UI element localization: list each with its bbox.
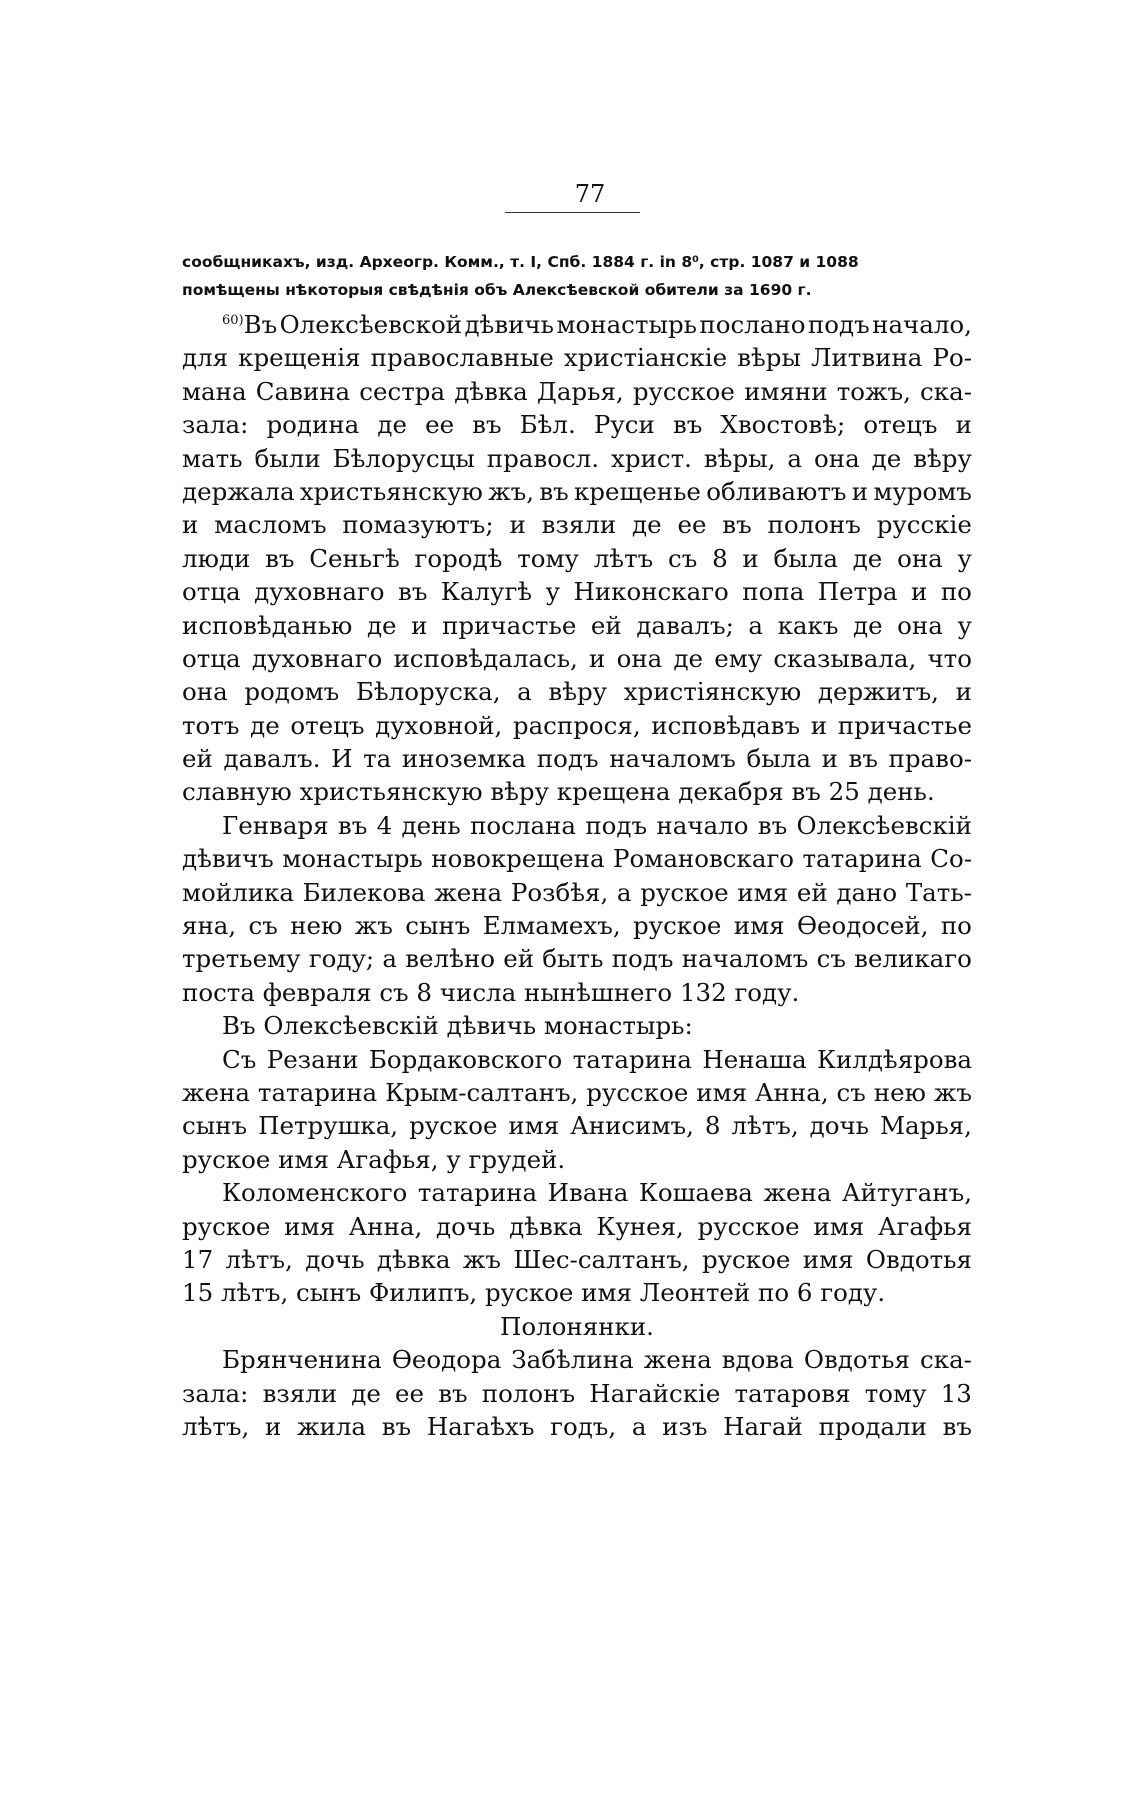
page-number: 77 bbox=[574, 180, 606, 208]
text-line: жена татарина Крым-салтанъ, русское имя Анна, съ нею жъ bbox=[182, 1077, 972, 1107]
text-line: Съ Резани Бордаковского татарина Ненаша Килдѣярова bbox=[222, 1044, 972, 1074]
text-line: держала христьянскую жъ, въ крещенье обливаютъ и муромъ bbox=[182, 476, 972, 506]
text-line: зала: родина де ее въ Бѣл. Руси въ Хвостовѣ; отецъ и bbox=[182, 410, 972, 440]
text-line: 17 лѣтъ, дочь дѣвка жъ Шес-салтанъ, руское имя Овдотья bbox=[182, 1244, 972, 1274]
text-line: мана Савина сестра дѣвка Дарья, русское имяни тожъ, ска- bbox=[182, 376, 972, 406]
text-line: Коломенского татарина Ивана Кошаева жена Айтуганъ, bbox=[222, 1178, 972, 1208]
text-line: лѣтъ, и жила въ Нагаѣхъ годъ, а изъ Нагай продали въ bbox=[182, 1411, 972, 1441]
text-line: сынъ Петрушка, руское имя Анисимъ, 8 лѣтъ, дочь Марья, bbox=[182, 1111, 972, 1141]
text-line: отца духовнаго исповѣдалась, и она де ему сказывала, что bbox=[182, 643, 972, 673]
text-line: 15 лѣтъ, сынъ Филипъ, руское имя Леонтей по 6 году. bbox=[182, 1278, 886, 1308]
text-line: для крещенія православные христіанскіе вѣры Литвина Ро- bbox=[182, 343, 972, 373]
text-line: ей давалъ. И та иноземка подъ началомъ была и въ право- bbox=[182, 744, 972, 774]
text-line: Въ Олексѣевскій дѣвичь монастырь: bbox=[222, 1011, 693, 1041]
text-line: поста февраля съ 8 числа нынѣшнего 132 году. bbox=[182, 977, 800, 1007]
text-line: мойлика Билекова жена Розбѣя, а руское имя ей дано Тать- bbox=[182, 877, 972, 907]
text-line: она родомъ Бѣлоруска, а вѣру христіянскую держитъ, и bbox=[182, 677, 972, 707]
text-line: яна, съ нею жъ сынъ Елмамехъ, руское имя Ѳеодосей, по bbox=[182, 911, 972, 941]
text-line: тотъ де отецъ духовной, распрося, исповѣдавъ и причастье bbox=[182, 710, 972, 740]
text-line: Генваря въ 4 день послана подъ начало въ Олексѣевскій bbox=[222, 810, 972, 840]
footnote-marker: 60) bbox=[222, 312, 244, 328]
text-line: и масломъ помазуютъ; и взяли де ее въ полонъ русскіе bbox=[182, 510, 972, 540]
text-line: третьему году; а велѣно ей быть подъ началомъ съ великаго bbox=[182, 944, 972, 974]
section-heading: Полонянки. bbox=[500, 1311, 654, 1341]
text-line: люди въ Сеньгѣ городѣ тому лѣтъ съ 8 и была де она у bbox=[182, 543, 972, 573]
footnote-line: сообщникахъ, изд. Археогр. Комм., т. I, Спб. 1884 г. in 8⁰, стр. 1087 и 1088 bbox=[182, 253, 859, 271]
text-line: славную христьянскую вѣру крещена декабря въ 25 день. bbox=[182, 777, 935, 807]
header-rule bbox=[505, 212, 640, 213]
text-line: зала: взяли де ее въ полонъ Нагайскіе татаровя тому 13 bbox=[182, 1378, 972, 1408]
text-line: отца духовнаго въ Калугѣ у Никонскаго попа Петра и по bbox=[182, 577, 972, 607]
text-line: мать были Бѣлорусцы правосл. христ. вѣры, а она де вѣру bbox=[182, 443, 972, 473]
footnote-line: помѣщены нѣкоторыя свѣдѣнія объ Алексѣевской обители за 1690 г. bbox=[182, 281, 812, 299]
text-line: исповѣданью де и причастье ей давалъ; а какъ де она у bbox=[182, 610, 972, 640]
main-text bbox=[182, 308, 972, 1443]
text-line: руское имя Анна, дочь дѣвка Кунея, русское имя Агафья bbox=[182, 1211, 972, 1241]
text-line: дѣвичъ монастырь новокрещена Романовскаго татарина Со- bbox=[182, 844, 972, 874]
text-line: Брянченина Ѳеодора Забѣлина жена вдова Овдотья ска- bbox=[222, 1345, 972, 1375]
text-line: $^{60)}$Въ Олексѣевской дѣвичь монастырь послано подъ начало, bbox=[222, 310, 972, 339]
text-line: руское имя Агафья, у грудей. bbox=[182, 1144, 566, 1174]
